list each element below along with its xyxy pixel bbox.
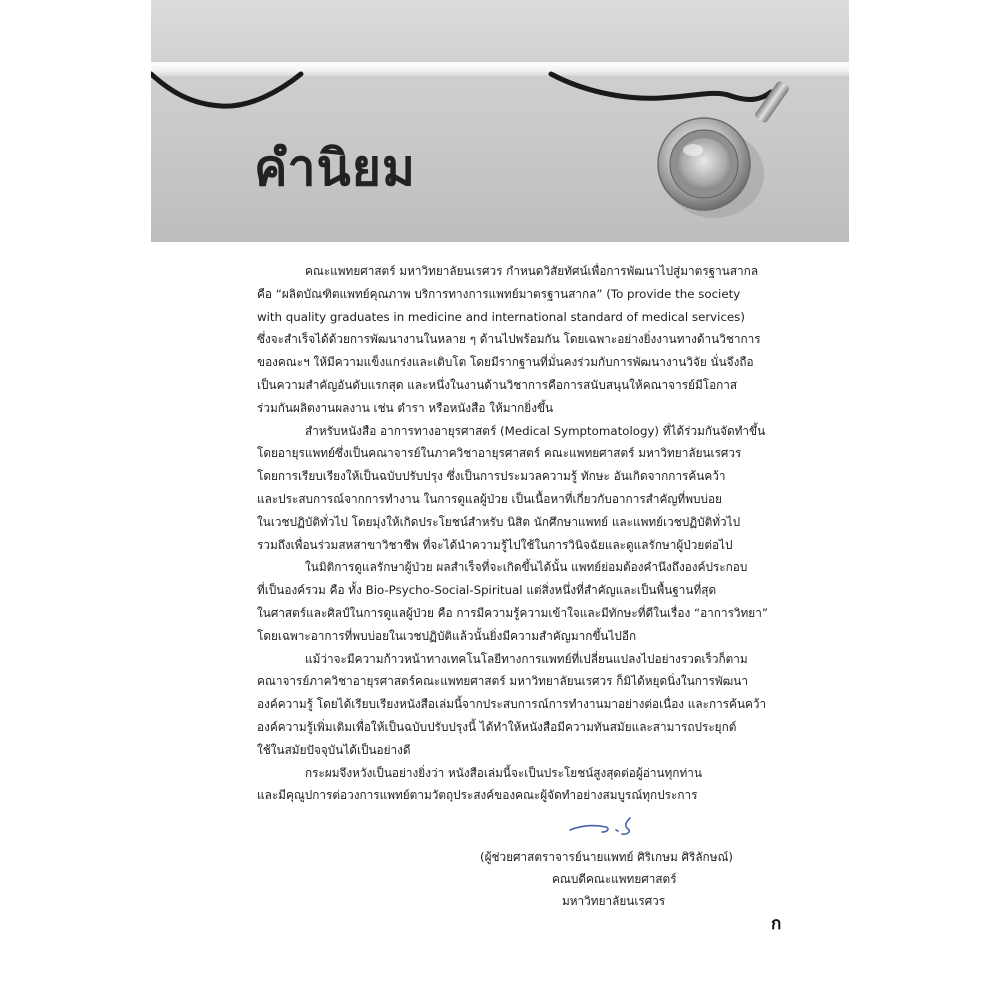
text-line: รวมถึงเพื่อนร่วมสหสาขาวิชาชีพ ที่จะได้นำความรู้ไปใช้ในการวินิจฉัยและดูแลรักษาผู้ป่วยต่อไป: [257, 537, 733, 552]
text-line: คือ “ผลิตบัณฑิตแพทย์คุณภาพ บริการทางการแพทย์มาตรฐานสากล” (To provide the society: [257, 286, 741, 301]
text-line: ในเวชปฏิบัติทั่วไป โดยมุ่งให้เกิดประโยชน์สำหรับ นิสิต นักศึกษาแพทย์ และแพทย์เวชปฏิบัติทั่วไป: [257, 514, 741, 529]
text-line: และมีคุณูปการต่อวงการแพทย์ตามวัตถุประสงค์ของคณะผู้จัดทำอย่างสมบูรณ์ทุกประการ: [257, 788, 698, 803]
paragraph-5: [257, 762, 747, 808]
text-line: ร่วมกันผลิตงานผลงาน เช่น ตำรา หรือหนังสือ ให้มากยิ่งขึ้น: [257, 400, 554, 415]
text-line: ซึ่งจะสำเร็จได้ด้วยการพัฒนางานในหลาย ๆ ด้านไปพร้อมกัน โดยเฉพาะอย่างยิ่งงานทางด้านวิชาการ: [257, 332, 761, 347]
text-line: ในศาสตร์และศิลป์ในการดูแลผู้ป่วย คือ การมีความรู้ความเข้าใจและมีทักษะที่ดีในเรื่อง “อาการวิทยา”: [257, 605, 768, 620]
paragraph-3: [257, 556, 768, 647]
tube-to-stem: [731, 92, 771, 99]
text-line: ของคณะฯ ให้มีความแข็งแกร่งและเติบโต โดยมีรากฐานที่มั่นคงร่วมกับการพัฒนางานวิจัย นั่นจึงถือ: [257, 355, 754, 370]
text-line: คณาจารย์ภาควิชาอายุรศาสตร์คณะแพทยศาสตร์ มหาวิทยาลัยนเรศวร ก็มิได้หยุดนิ่งในการพัฒนา: [257, 674, 748, 689]
text-line: ใช้ในสมัยปัจจุบันได้เป็นอย่างดี: [257, 742, 411, 757]
text-line: โดยการเรียบเรียงให้เป็นฉบับปรับปรุง ซึ่งเป็นการประมวลความรู้ ทักษะ อันเกิดจากการค้นคว้า: [257, 469, 726, 484]
page-number: ก: [771, 914, 782, 934]
chestpiece-diaphragm: [678, 138, 730, 190]
text-line: แม้ว่าจะมีความก้าวหน้าทางเทคโนโลยีทางการแพทย์ที่เปลี่ยนแปลงไปอย่างรวดเร็วก็ตาม: [305, 651, 748, 666]
stethoscope-illustration: [151, 0, 849, 242]
paragraph-1: [257, 260, 761, 420]
text-line: ในมิติการดูแลรักษาผู้ป่วย ผลสำเร็จที่จะเกิดขึ้นได้นั้น แพทย์ย่อมต้องคำนึงถึงองค์ประกอบ: [305, 560, 748, 575]
text-line: โดยอายุรแพทย์ซึ่งเป็นคณาจารย์ในภาควิชาอายุรศาสตร์ คณะแพทยศาสตร์ มหาวิทยาลัยนเรศวร: [257, 446, 742, 461]
text-line: สำหรับหนังสือ อาการทางอายุรศาสตร์ (Medical Symptomatology) ที่ได้ร่วมกันจัดทำขึ้น: [305, 423, 766, 438]
chestpiece-stem: [754, 80, 791, 124]
tube-left: [151, 74, 301, 106]
text-line: เป็นความสำคัญอันดับแรกสุด และหนึ่งในงานด้านวิชาการคือการสนับสนุนให้คณาจารย์มีโอกาส: [257, 377, 738, 392]
signatory-name: (ผู้ช่วยศาสตราจารย์นายแพทย์ ศิริเกษม ศิริลักษณ์): [480, 850, 734, 864]
signature-block: [480, 846, 750, 912]
text-line: และประสบการณ์จากการทำงาน ในการดูแลผู้ป่วย เป็นเนื้อหาที่เกี่ยวกับอาการสำคัญที่พบบ่อย: [257, 491, 722, 506]
paragraph-2: [257, 420, 766, 557]
page-title: คำนิยม: [254, 139, 416, 197]
text-line: with quality graduates in medicine and international standard of medical services): [257, 309, 745, 324]
text-line: โดยเฉพาะอาการที่พบบ่อยในเวชปฏิบัติแล้วนั้นยิ่งมีความสำคัญมากขึ้นไปอีก: [257, 628, 637, 643]
signatory-organization: มหาวิทยาลัยนเรศวร: [562, 894, 666, 908]
tube-right: [551, 74, 731, 98]
handwritten-signature: [566, 810, 666, 842]
paragraph-4: [257, 648, 767, 762]
signatory-position: คณบดีคณะแพทยศาสตร์: [552, 872, 677, 886]
text-line: คณะแพทยศาสตร์ มหาวิทยาลัยนเรศวร กำหนดวิสัยทัศน์เพื่อการพัฒนาไปสู่มาตรฐานสากล: [305, 264, 759, 278]
header-banner: [151, 0, 849, 242]
foreword-body: [257, 260, 768, 807]
text-line: องค์ความรู้เพิ่มเติมเพื่อให้เป็นฉบับปรับปรุงนี้ ได้ทำให้หนังสือมีความทันสมัยและสามารถประยุกต์: [257, 719, 737, 734]
text-line: กระผมจึงหวังเป็นอย่างยิ่งว่า หนังสือเล่มนี้จะเป็นประโยชน์สูงสุดต่อผู้อ่านทุกท่าน: [305, 765, 702, 780]
text-line: ที่เป็นองค์รวม คือ ทั้ง Bio-Psycho-Social-Spiritual แต่สิ่งหนึ่งที่สำคัญและเป็นพื้นฐานที่สุด: [257, 583, 717, 598]
text-line: องค์ความรู้ โดยได้เรียบเรียงหนังสือเล่มนี้จากประสบการณ์การทำงานมาอย่างต่อเนื่อง และการค้นคว้า: [257, 697, 767, 712]
